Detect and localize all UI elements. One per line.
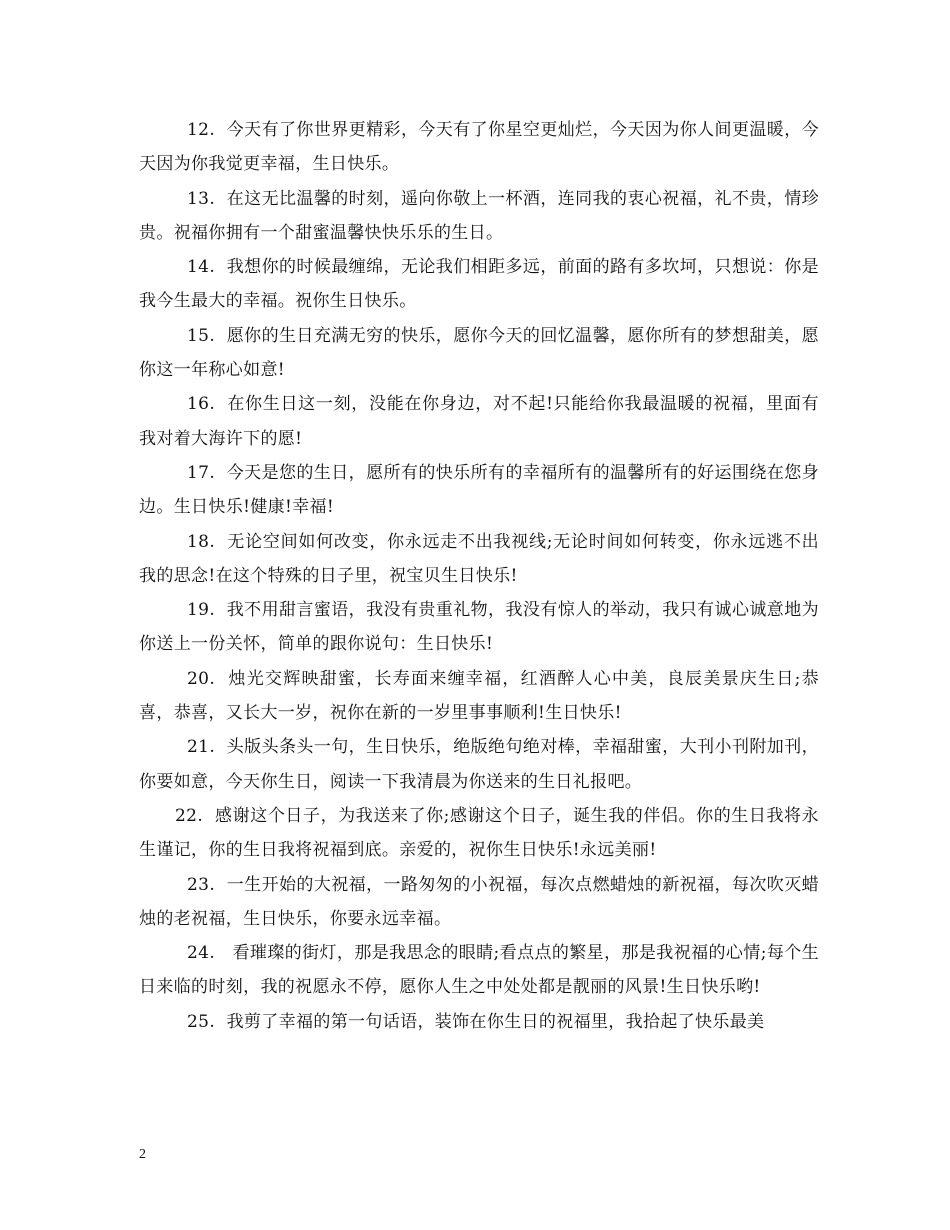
paragraph-12: 12. 今天有了你世界更精彩，今天有了你星空更灿烂，今天因为你人间更温暖，今天因为你我觉更幸福，生日快乐。 [139, 120, 819, 175]
paragraph-18: 18. 无论空间如何改变，你永远走不出我视线;无论时间如何转变，你永远逃不出我的思念!在这个特殊的日子里，祝宝贝生日快乐! [139, 531, 819, 586]
paragraph-13: 13. 在这无比温馨的时刻，遥向你敬上一杯酒，连同我的衷心祝福，礼不贵，情珍贵。祝福你拥有一个甜蜜温馨快快乐乐的生日。 [139, 188, 819, 243]
paragraph-20: 20. 烛光交辉映甜蜜，长寿面来缠幸福，红酒醉人心中美，良辰美景庆生日;恭喜，恭喜，又长大一岁，祝你在新的一岁里事事顺利!生日快乐! [139, 668, 819, 724]
body-text [139, 113, 819, 1039]
paragraph-24: 24. 看璀璨的街灯，那是我思念的眼睛;看点点的繁星，那是我祝福的心情;每个生日来临的时刻，我的祝愿永不停，愿你人生之中处处都是靓丽的风景!生日快乐哟! [139, 943, 819, 998]
paragraph-23: 23. 一生开始的大祝福，一路匆匆的小祝福，每次点燃蜡烛的新祝福，每次吹灭蜡烛的老祝福，生日快乐，你要永远幸福。 [139, 874, 819, 929]
paragraph-21: 21. 头版头条头一句，生日快乐，绝版绝句绝对棒，幸福甜蜜，大刊小刊附加刊，你要如意，今天你生日，阅读一下我清晨为你送来的生日礼报吧。 [139, 737, 819, 792]
paragraph-14: 14. 我想你的时候最缠绵，无论我们相距多远，前面的路有多坎坷，只想说：你是我今生最大的幸福。祝你生日快乐。 [139, 257, 819, 312]
paragraph-22: 22. 感谢这个日子，为我送来了你;感谢这个日子，诞生我的伴侣。你的生日我将永生谨记，你的生日我将祝福到底。亲爱的，祝你生日快乐!永远美丽! [139, 805, 819, 861]
paragraph-16: 16. 在你生日这一刻，没能在你身边，对不起!只能给你我最温暖的祝福，里面有我对着大海许下的愿! [139, 394, 819, 449]
paragraph-17: 17. 今天是您的生日，愿所有的快乐所有的幸福所有的温馨所有的好运围绕在您身边。生日快乐!健康!幸福! [139, 462, 819, 518]
paragraph-15: 15. 愿你的生日充满无穷的快乐，愿你今天的回忆温馨，愿你所有的梦想甜美，愿你这一年称心如意! [139, 325, 819, 381]
paragraph-25: 25. 我剪了幸福的第一句话语，装饰在你生日的祝福里，我拾起了快乐最美 [187, 1011, 765, 1032]
page-number: 2 [139, 1147, 146, 1162]
paragraph-19: 19. 我不用甜言蜜语，我没有贵重礼物，我没有惊人的举动，我只有诚心诚意地为你送上一份关怀，简单的跟你说句：生日快乐! [139, 600, 819, 655]
